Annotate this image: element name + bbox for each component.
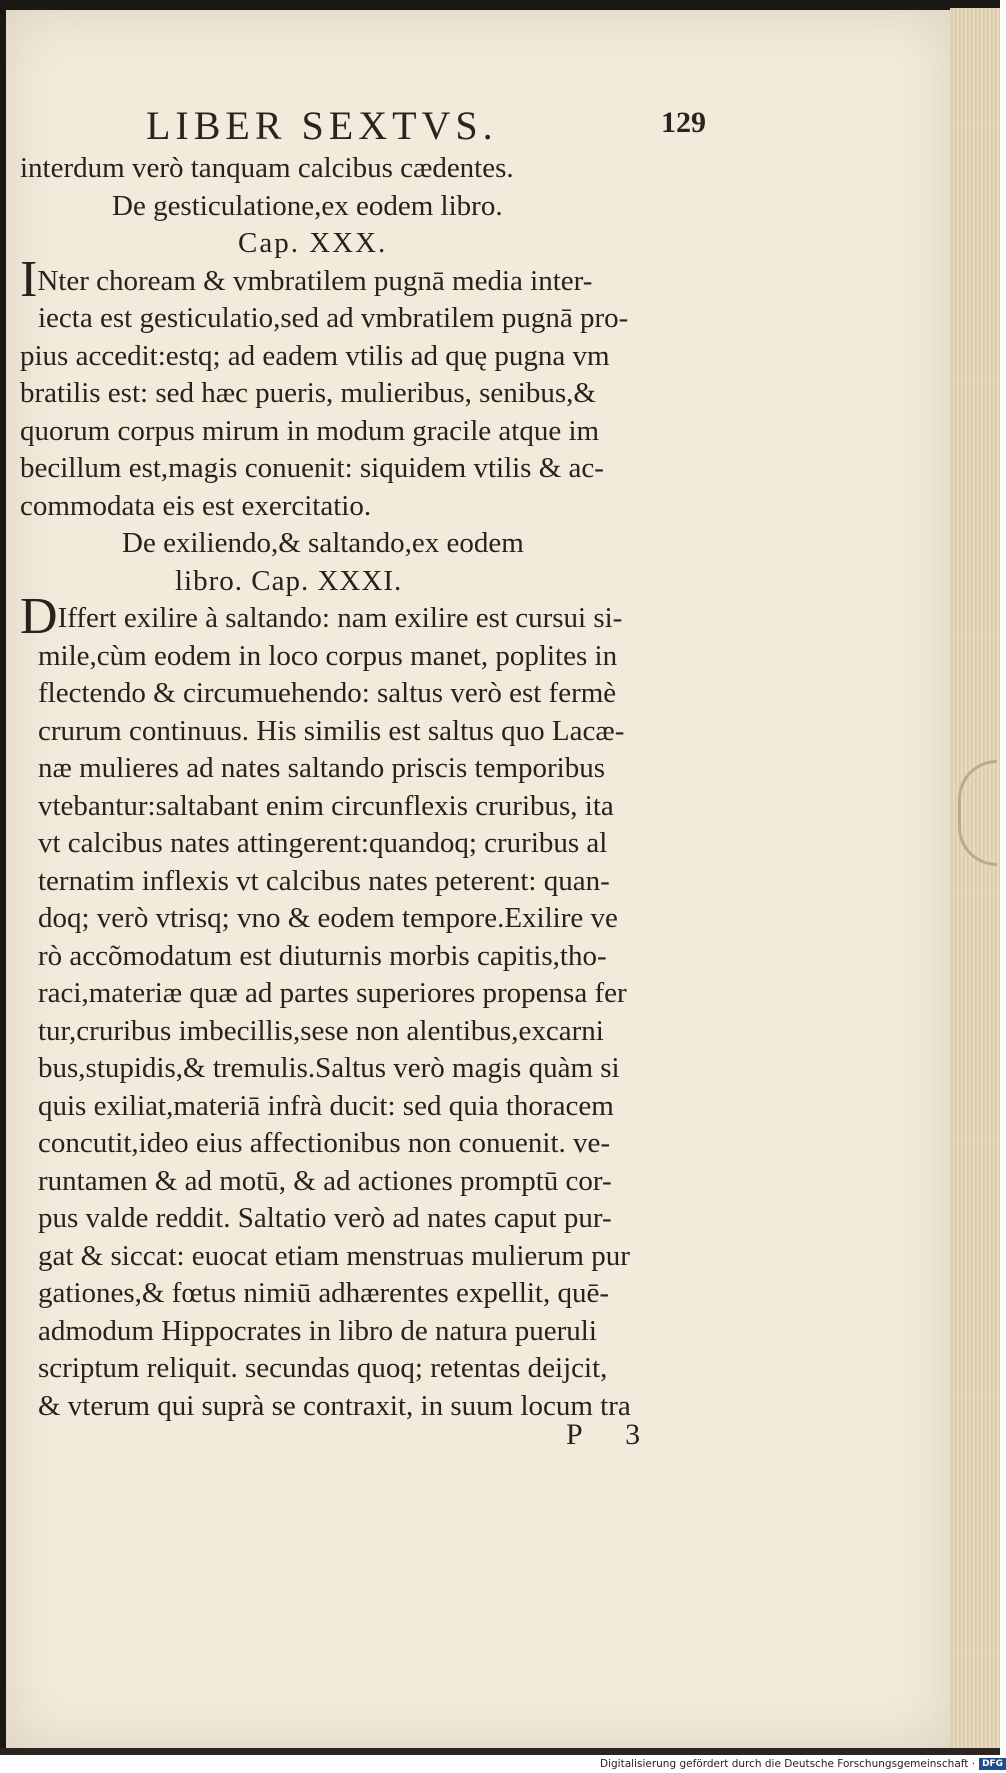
text-line: ternatim inflexis vt calcibus nates peterent: quan- — [38, 864, 610, 897]
text-line: Nter choream & vmbratilem pugnā media inter- — [37, 264, 593, 297]
text-line: commodata eis est exercitatio. — [20, 489, 372, 522]
signature-mark: P 3 — [566, 1418, 659, 1451]
text-line: tur,cruribus imbecillis,sese non alentibus,excarni — [38, 1014, 604, 1047]
text-line: & vterum qui suprà se contraxit, in suum locum tra — [38, 1389, 631, 1422]
text-line: doq; verò vtrisq; vno & eodem tempore.Exilire ve — [38, 902, 618, 934]
text-line: runtamen & ad motū, & ad actiones promptū cor- — [38, 1164, 612, 1197]
text-line: bratilis est: sed hæc pueris, mulieribus, senibus,& — [20, 377, 596, 409]
chapter-number: libro. Cap. XXXI. — [175, 564, 403, 597]
text-line: næ mulieres ad nates saltando priscis temporibus — [38, 752, 606, 784]
text-line: rò accõmodatum est diuturnis morbis capitis,tho- — [38, 939, 607, 972]
dfg-logo-icon: DFG — [979, 1758, 1006, 1770]
text-line: flectendo & circumuehendo: saltus verò est fermè — [38, 677, 617, 709]
text-line: vtebantur:saltabant enim circunflexis cruribus, ita — [38, 789, 614, 822]
text-line: becillum est,magis conuenit: siquidem vtilis & ac- — [20, 452, 604, 484]
text-line: raci,materiæ quæ ad partes superiores propensa fer — [38, 977, 627, 1009]
text-line: scriptum reliquit. secundas quoq; retentas deijcit, — [38, 1352, 608, 1384]
text-line: interdum verò tanquam calcibus cædentes. — [20, 152, 514, 184]
text-line: quis exiliat,materiā infrà ducit: sed quia thoracem — [38, 1089, 614, 1122]
credit-text: Digitalisierung gefördert durch die Deutsche Forschungsgemeinschaft · — [600, 1758, 976, 1770]
paragraph-first-line — [20, 588, 740, 645]
scan-border — [0, 1748, 1000, 1755]
text-line: pus valde reddit. Saltatio verò ad nates caput pur- — [38, 1202, 612, 1234]
text-line: mile,cùm eodem in loco corpus manet, poplites in — [38, 639, 618, 672]
page-number: 129 — [661, 106, 706, 139]
section-heading: De gesticulatione,ex eodem libro. — [112, 189, 503, 222]
initial-letter: D — [20, 588, 58, 645]
page-edges — [950, 8, 1000, 1753]
digitization-credit — [600, 1755, 1004, 1773]
initial-letter: I — [20, 250, 38, 308]
text-line: gationes,& fœtus nimiū adhærentes expellit, quē- — [38, 1277, 610, 1309]
text-line: bus,stupidis,& tremulis.Saltus verò magis quàm si — [38, 1052, 620, 1084]
chapter-number: Cap. XXX. — [238, 227, 388, 259]
text-line: quorum corpus mirum in modum gracile atque im — [20, 414, 600, 447]
text-line: pius accedit:estq; ad eadem vtilis ad quę pugna vm — [20, 339, 610, 372]
text-line: crurum continuus. His similis est saltus quo Lacæ- — [38, 714, 625, 747]
text-line: Iffert exilire à saltando: nam exilire est cursui si- — [57, 602, 623, 634]
running-title: LIBER SEXTVS. — [146, 103, 498, 148]
page-header — [146, 102, 706, 148]
text-line: iecta est gesticulatio,sed ad vmbratilem pugnā pro- — [38, 302, 629, 334]
text-line: vt calcibus nates attingerent:quandoq; cruribus al — [38, 827, 608, 859]
section-heading: De exiliendo,& saltando,ex eodem — [122, 527, 524, 559]
text-line: gat & siccat: euocat etiam menstruas mulierum pur — [38, 1239, 630, 1272]
text-line: admodum Hippocrates in libro de natura pueruli — [38, 1314, 597, 1347]
paragraph-first-line — [20, 250, 740, 308]
book-page — [6, 10, 950, 1748]
main-text — [20, 150, 740, 1425]
text-line: concutit,ideo eius affectionibus non conuenit. ve- — [38, 1127, 611, 1159]
